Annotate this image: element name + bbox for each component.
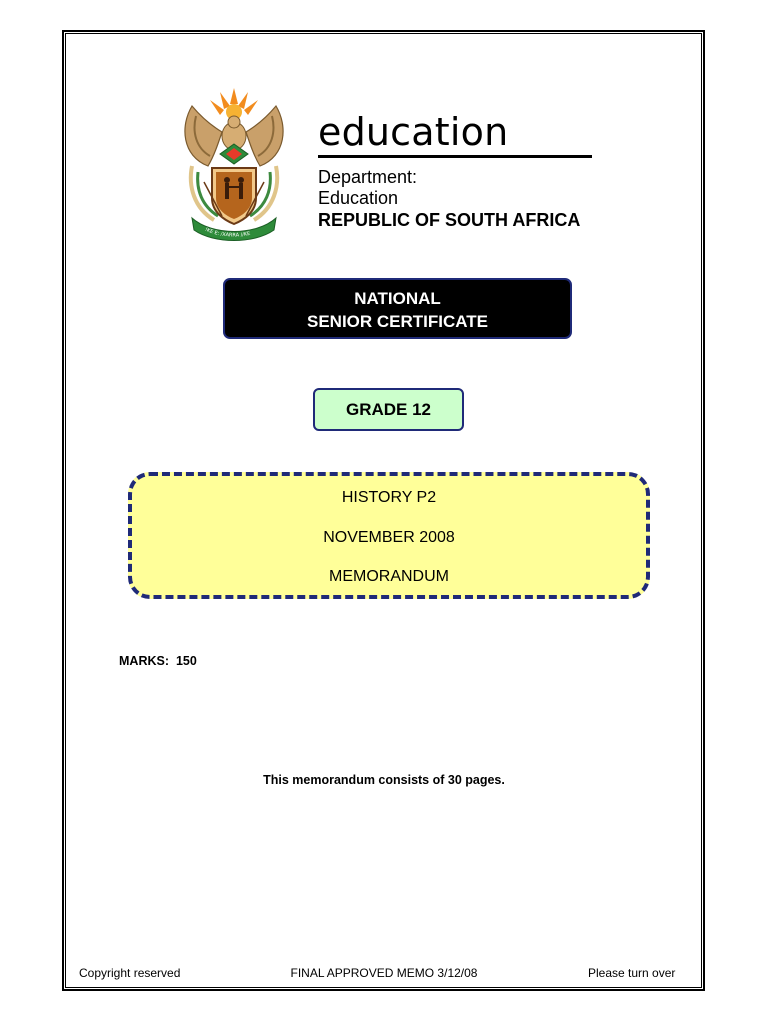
grade-badge: GRADE 12 [313,388,464,431]
subject-name: HISTORY P2 [341,489,437,506]
exam-session: NOVEMBER 2008 [323,529,455,546]
department-label: Department: [318,167,418,187]
footer-memo-status: FINAL APPROVED MEMO 3/12/08 [290,966,478,980]
department-title: education [318,110,509,154]
department-name: Education [318,188,399,208]
crest-motto: !KE E: /XARRA //KE [203,226,251,239]
certificate-banner [223,278,572,339]
country-name: REPUBLIC OF SOUTH AFRICA [318,210,581,230]
total-marks: MARKS: 150 [119,654,197,668]
coat-of-arms-logo [178,86,290,242]
page-count-note: This memorandum consists of 30 pages. [263,773,505,787]
certificate-line-1: NATIONAL [354,289,441,308]
footer-turn-over: Please turn over [588,966,676,980]
subject-panel [128,472,650,599]
department-header [318,110,594,231]
footer-copyright: Copyright reserved [79,966,181,980]
document-type: MEMORANDUM [329,568,449,585]
title-underline [318,155,592,158]
certificate-line-2: SENIOR CERTIFICATE [306,312,489,331]
